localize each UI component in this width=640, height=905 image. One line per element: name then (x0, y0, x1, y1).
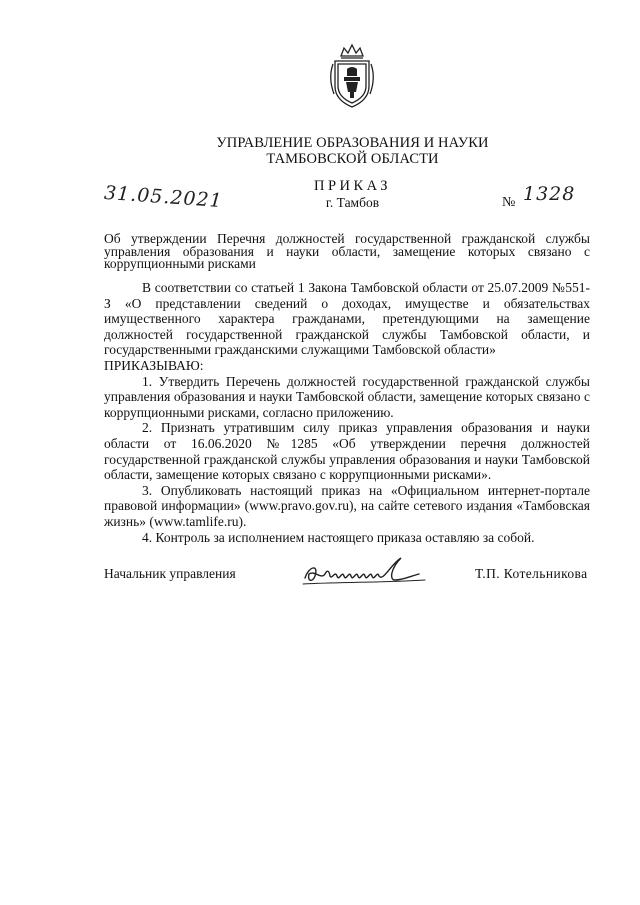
order-date: 31.05.2021 (103, 181, 224, 213)
signer-name: Т.П. Котельникова (475, 566, 588, 581)
organization-name-line1: УПРАВЛЕНИЕ ОБРАЗОВАНИЯ И НАУКИ (216, 135, 489, 151)
order-item-1: 1. Утвердить Перечень должностей государственной гражданской службы управления образования и науки Тамбовской области, замещение которых связано с коррупционными рисками, согласно приложению. (104, 373, 590, 420)
issue-city: г. Тамбов (325, 195, 380, 210)
order-item-3: 3. Опубликовать настоящий приказ на «Официальном интернет-портале правовой информации» (www.pravo.gov.ru), на сайте сетевого издания «Тамбовская жизнь» (www.tamlife.ru). (104, 482, 590, 529)
signer-position: Начальник управления (104, 566, 236, 581)
signature-icon (295, 552, 435, 594)
document-type-title: ПРИКАЗ (313, 178, 392, 194)
preamble-paragraph: В соответствии со статьей 1 Закона Тамбовской области от 25.07.2009 №551-З «О представлении сведений о доходах, имуществе и обязательствах имущественного характера гражданами, претендующими на замещение должностей государственной гражданской службы Тамбовской области, и государственными гражданскими служащими Тамбовской области» (104, 280, 590, 358)
coat-of-arms-icon (327, 42, 377, 110)
organization-name-line2: ТАМБОВСКОЙ ОБЛАСТИ (266, 151, 439, 167)
order-item-4: 4. Контроль за исполнением настоящего приказа оставляю за собой. (142, 529, 535, 545)
order-number: 1328 (523, 183, 576, 205)
order-item-2: 2. Признать утратившим силу приказ управления образования и науки области от 16.06.2020 №1285 «Об утверждении перечня должностей государственной гражданской службы управления образования и науки Тамбовской области, замещение которых связано с коррупционными рисками». (104, 420, 590, 483)
order-number-label: № (502, 195, 516, 210)
order-subject: Об утверждении Перечня должностей государственной гражданской службы управления образования и науки области, замещение которых связано с коррупционными рисками (104, 231, 590, 272)
decree-word: ПРИКАЗЫВАЮ: (104, 357, 204, 373)
order-body (104, 280, 590, 545)
